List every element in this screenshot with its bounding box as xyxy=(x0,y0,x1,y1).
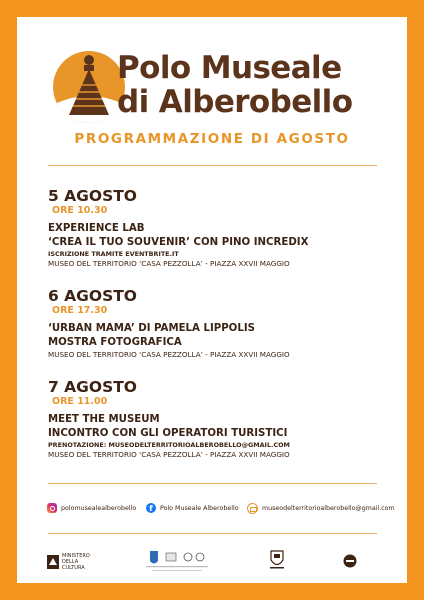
event-place: MUSEO DEL TERRITORIO ‘CASA PEZZOLLA’ - PIAZZA XXVII MAGGIO xyxy=(48,259,290,268)
event-time: ORE 17.30 xyxy=(52,305,108,316)
facebook-icon: f xyxy=(146,503,156,513)
event-note: ISCRIZIONE TRAMITE EVENTBRITE.IT xyxy=(48,250,179,258)
event-title: MEET THE MUSEUM xyxy=(48,414,160,425)
event-time: ORE 11.00 xyxy=(52,396,108,407)
title-line-1: Polo Museale xyxy=(117,50,342,86)
ministero-line-1: MINISTERO xyxy=(62,553,90,559)
partner-logos xyxy=(17,547,407,583)
email-link[interactable] xyxy=(247,501,395,515)
divider-social-top xyxy=(48,483,377,484)
event-title: ‘URBAN MAMA’ DI PAMELA LIPPOLIS xyxy=(48,323,255,334)
partner-round-logo xyxy=(343,553,357,572)
instagram-handle: polomusealealberobello xyxy=(61,504,137,512)
email-icon xyxy=(247,503,258,514)
ministero-logo xyxy=(47,553,90,571)
event-place: MUSEO DEL TERRITORIO ‘CASA PEZZOLLA’ - PIAZZA XXVII MAGGIO xyxy=(48,350,290,359)
event-subtitle: ‘CREA IL TUO SOUVENIR’ CON PINO INCREDIX xyxy=(48,237,309,248)
event-2 xyxy=(48,288,383,360)
comune-crests-icon xyxy=(142,549,212,575)
event-1 xyxy=(48,188,383,269)
instagram-link[interactable] xyxy=(47,501,136,515)
ministero-line-3: CULTURA xyxy=(62,565,85,571)
event-time: ORE 10.30 xyxy=(52,205,108,216)
facebook-link[interactable] xyxy=(146,501,239,515)
event-3 xyxy=(48,379,383,460)
ministero-line-2: DELLA xyxy=(62,559,79,565)
event-title: EXPERIENCE LAB xyxy=(48,223,145,234)
event-subtitle: INCONTRO CON GLI OPERATORI TURISTICI xyxy=(48,428,288,439)
email-address: museodelterritorioalberobello@gmail.com xyxy=(262,504,395,512)
page-title xyxy=(117,51,407,119)
event-date: 6 AGOSTO xyxy=(48,287,137,305)
event-note: PRENOTAZIONE: MUSEODELTERRITORIOALBEROBELLO@GMAIL.COM xyxy=(48,441,290,449)
instagram-icon xyxy=(47,503,57,513)
circle-badge-icon xyxy=(343,554,357,568)
unesco-logo xyxy=(270,549,284,575)
ministero-emblem-icon xyxy=(47,555,59,569)
shield-icon xyxy=(270,549,284,571)
divider-top xyxy=(48,165,377,166)
divider-social-bottom xyxy=(48,533,377,534)
event-date: 7 AGOSTO xyxy=(48,378,137,396)
event-date: 5 AGOSTO xyxy=(48,187,137,205)
title-line-2: di Alberobello xyxy=(117,84,353,120)
event-subtitle: MOSTRA FOTOGRAFICA xyxy=(48,337,182,348)
event-place: MUSEO DEL TERRITORIO ‘CASA PEZZOLLA’ - PIAZZA XXVII MAGGIO xyxy=(48,450,290,459)
facebook-handle: Polo Museale Alberobello xyxy=(160,504,239,512)
subtitle: PROGRAMMAZIONE DI AGOSTO xyxy=(74,131,350,147)
comune-logos xyxy=(142,549,212,577)
poster-card xyxy=(17,17,407,583)
